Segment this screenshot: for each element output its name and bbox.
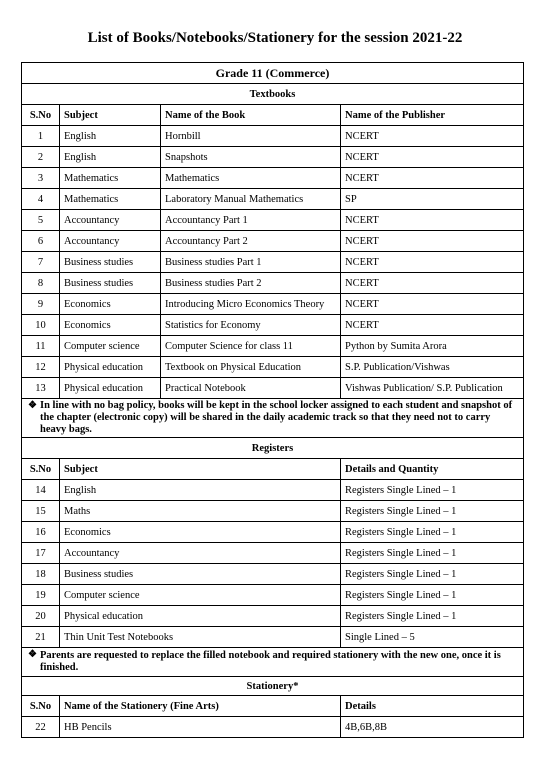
publisher-cell: Vishwas Publication/ S.P. Publication (341, 378, 524, 399)
publisher-cell: SP (341, 189, 524, 210)
publisher-cell: NCERT (341, 273, 524, 294)
column-header: Subject (60, 459, 341, 480)
stationery-name-cell: HB Pencils (60, 717, 341, 738)
subject-cell: Physical education (60, 357, 161, 378)
book-name-cell: Laboratory Manual Mathematics (161, 189, 341, 210)
sno-cell: 1 (22, 126, 60, 147)
book-name-cell: Computer Science for class 11 (161, 336, 341, 357)
table-row (22, 627, 524, 648)
table-row (22, 210, 524, 231)
book-name-cell: Statistics for Economy (161, 315, 341, 336)
no-bag-policy-note-text: In line with no bag policy, books will be kept in the school locker assigned to each student and snapshot of the chapter (electronic copy) will be shared in the daily academic track so that they need not to carry heavy bags. (40, 400, 513, 435)
section-heading-row (22, 84, 524, 105)
subject-cell: Physical education (60, 606, 341, 627)
book-name-cell: Accountancy Part 2 (161, 231, 341, 252)
subject-cell: Business studies (60, 564, 341, 585)
sno-cell: 19 (22, 585, 60, 606)
book-name-cell: Introducing Micro Economics Theory (161, 294, 341, 315)
column-header: Details and Quantity (341, 459, 524, 480)
table-header-row (22, 105, 524, 126)
no-bag-policy-note-cell (22, 399, 524, 438)
sno-cell: 12 (22, 357, 60, 378)
sno-cell: 22 (22, 717, 60, 738)
column-header: Details (341, 696, 524, 717)
table-row (22, 606, 524, 627)
sno-cell: 9 (22, 294, 60, 315)
grade-row (22, 63, 524, 84)
sno-cell: 7 (22, 252, 60, 273)
table-row (22, 357, 524, 378)
book-list-table (21, 62, 524, 738)
table-row (22, 294, 524, 315)
details-cell: Registers Single Lined – 1 (341, 543, 524, 564)
subject-cell: Maths (60, 501, 341, 522)
textbooks-heading: Textbooks (22, 84, 524, 105)
diamond-bullet-icon: ❖ (28, 400, 37, 411)
column-header: Name of the Publisher (341, 105, 524, 126)
publisher-cell: NCERT (341, 252, 524, 273)
sno-cell: 10 (22, 315, 60, 336)
details-cell: Registers Single Lined – 1 (341, 606, 524, 627)
table-row (22, 585, 524, 606)
table-row (22, 231, 524, 252)
subject-cell: Accountancy (60, 543, 341, 564)
column-header: S.No (22, 696, 60, 717)
book-name-cell: Snapshots (161, 147, 341, 168)
subject-cell: Mathematics (60, 168, 161, 189)
details-cell: Registers Single Lined – 1 (341, 480, 524, 501)
table-row (22, 522, 524, 543)
publisher-cell: NCERT (341, 126, 524, 147)
book-name-cell: Practical Notebook (161, 378, 341, 399)
column-header: S.No (22, 459, 60, 480)
table-row (22, 252, 524, 273)
sno-cell: 8 (22, 273, 60, 294)
book-name-cell: Mathematics (161, 168, 341, 189)
column-header: S.No (22, 105, 60, 126)
subject-cell: Computer science (60, 336, 161, 357)
book-name-cell: Textbook on Physical Education (161, 357, 341, 378)
subject-cell: Accountancy (60, 231, 161, 252)
sno-cell: 15 (22, 501, 60, 522)
document-title: List of Books/Notebooks/Stationery for the session 2021-22 (87, 30, 463, 46)
column-header: Subject (60, 105, 161, 126)
details-cell: Registers Single Lined – 1 (341, 585, 524, 606)
publisher-cell: NCERT (341, 294, 524, 315)
table-row (22, 336, 524, 357)
sno-cell: 17 (22, 543, 60, 564)
table-header-row (22, 459, 524, 480)
sno-cell: 5 (22, 210, 60, 231)
section-heading-row (22, 677, 524, 696)
table-row (22, 315, 524, 336)
replace-notebook-note (22, 648, 524, 677)
replace-notebook-note-cell (22, 648, 524, 677)
subject-cell: Physical education (60, 378, 161, 399)
table-row (22, 273, 524, 294)
table-row (22, 378, 524, 399)
sno-cell: 3 (22, 168, 60, 189)
subject-cell: Economics (60, 294, 161, 315)
table-row (22, 480, 524, 501)
publisher-cell: NCERT (341, 231, 524, 252)
book-name-cell: Hornbill (161, 126, 341, 147)
details-cell: Registers Single Lined – 1 (341, 564, 524, 585)
subject-cell: Business studies (60, 273, 161, 294)
table-row (22, 717, 524, 738)
subject-cell: Economics (60, 522, 341, 543)
table-header-row (22, 696, 524, 717)
subject-cell: English (60, 126, 161, 147)
publisher-cell: NCERT (341, 210, 524, 231)
book-name-cell: Accountancy Part 1 (161, 210, 341, 231)
table-row (22, 543, 524, 564)
subject-cell: Economics (60, 315, 161, 336)
replace-notebook-note-text: Parents are requested to replace the filled notebook and required stationery with the new one, once it is finished. (40, 650, 501, 673)
registers-heading: Registers (22, 438, 524, 459)
table-row (22, 147, 524, 168)
sno-cell: 14 (22, 480, 60, 501)
book-list-body (22, 63, 524, 738)
details-cell: Registers Single Lined – 1 (341, 501, 524, 522)
subject-cell: English (60, 147, 161, 168)
table-row (22, 189, 524, 210)
sno-cell: 21 (22, 627, 60, 648)
details-cell: Registers Single Lined – 1 (341, 522, 524, 543)
publisher-cell: NCERT (341, 147, 524, 168)
subject-cell: English (60, 480, 341, 501)
sno-cell: 4 (22, 189, 60, 210)
publisher-cell: Python by Sumita Arora (341, 336, 524, 357)
sno-cell: 13 (22, 378, 60, 399)
book-name-cell: Business studies Part 2 (161, 273, 341, 294)
sno-cell: 16 (22, 522, 60, 543)
column-header: Name of the Stationery (Fine Arts) (60, 696, 341, 717)
sno-cell: 18 (22, 564, 60, 585)
diamond-bullet-icon: ❖ (28, 649, 37, 660)
stationery-heading: Stationery* (22, 677, 524, 696)
table-row (22, 501, 524, 522)
subject-cell: Computer science (60, 585, 341, 606)
no-bag-policy-note (22, 399, 524, 438)
sno-cell: 2 (22, 147, 60, 168)
details-cell: Single Lined – 5 (341, 627, 524, 648)
subject-cell: Business studies (60, 252, 161, 273)
table-row (22, 126, 524, 147)
column-header: Name of the Book (161, 105, 341, 126)
book-name-cell: Business studies Part 1 (161, 252, 341, 273)
table-row (22, 168, 524, 189)
publisher-cell: NCERT (341, 168, 524, 189)
subject-cell: Mathematics (60, 189, 161, 210)
publisher-cell: NCERT (341, 315, 524, 336)
sno-cell: 6 (22, 231, 60, 252)
publisher-cell: S.P. Publication/Vishwas (341, 357, 524, 378)
section-heading-row (22, 438, 524, 459)
grade-title: Grade 11 (Commerce) (22, 63, 524, 84)
subject-cell: Thin Unit Test Notebooks (60, 627, 341, 648)
subject-cell: Accountancy (60, 210, 161, 231)
sno-cell: 20 (22, 606, 60, 627)
table-row (22, 564, 524, 585)
details-cell: 4B,6B,8B (341, 717, 524, 738)
sno-cell: 11 (22, 336, 60, 357)
